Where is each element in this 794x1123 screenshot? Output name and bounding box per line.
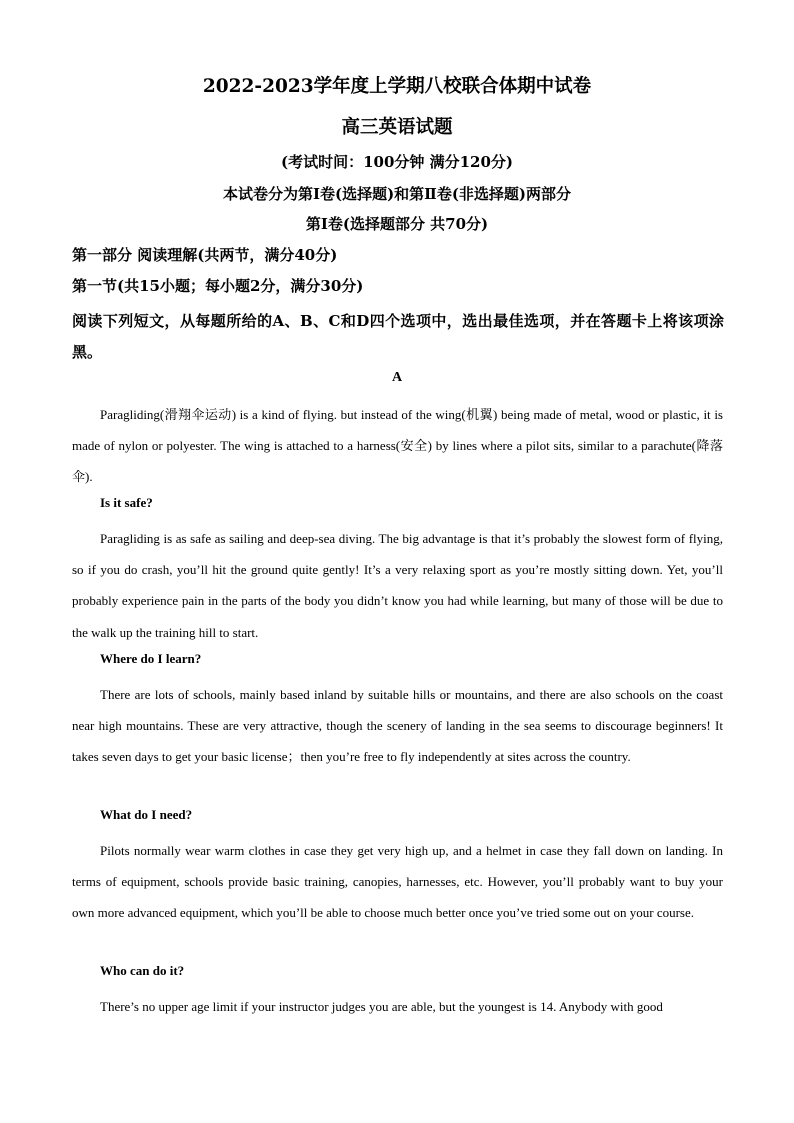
exam-time-info: (考试时间：100分钟 满分120分): [280, 153, 514, 171]
volume-one-heading: 第Ⅰ卷(选择题部分 共70分): [305, 215, 489, 233]
subheading-safety: Is it safe?: [100, 495, 153, 510]
paragraph-learning: There are lots of schools, mainly based inland by suitable hills or mountains, and there are also schools on the coast near high mountains. These are very attractive, though the scenery of landing in the sea seems to discourage beginners! It takes seven days to get your basic license；then you’re free to fly independently at sites across the country.: [72, 687, 723, 765]
subheading-equipment: What do I need?: [100, 807, 193, 822]
reading-instructions: 阅读下列短文，从每题所给的A、B、C和D四个选项中，选出最佳选项，并在答题卡上将该项涂黑。: [72, 312, 724, 361]
paragraph-equipment: Pilots normally wear warm clothes in case they get very high up, and a helmet in case they fall down on landing. In terms of equipment, schools provide basic training, canopies, harnesses, etc. However, you’ll probably want to buy your own more advanced equipment, which you’ll be able to choose much better once you’ve tried some out on your course.: [72, 843, 723, 921]
part-one-heading: 第一部分 阅读理解(共两节，满分40分): [72, 246, 338, 264]
paragraph-safety: Paragliding is as safe as sailing and deep-sea diving. The big advantage is that it’s probably the slowest form of flying, so if you do crash, you’ll hit the ground quite gently! It’s a very relaxing sport as you’re mostly sitting down. Yet, you’ll probably experience pain in the parts of the body you didn’t know you had while learning, but many of those will be due to the walk up the training hill to start.: [72, 531, 723, 640]
subheading-eligibility: Who can do it?: [100, 963, 185, 978]
exam-structure: 本试卷分为第Ⅰ卷(选择题)和第Ⅱ卷(非选择题)两部分: [222, 185, 572, 203]
passage-label: A: [391, 370, 403, 385]
exam-subject: 高三英语试题: [341, 117, 453, 138]
paragraph-eligibility: There’s no upper age limit if your instructor judges you are able, but the youngest is 14. Anybody with good: [100, 999, 663, 1014]
passage-intro: Paragliding(滑翔伞运动) is a kind of flying. but instead of the wing(机翼) being made of metal, wood or plastic, it is made of nylon or polyester. The wing is attached to a harness(安全) by lines where a pilot sits, similar to a parachute(降落伞).: [72, 407, 723, 485]
subheading-learning: Where do I learn?: [100, 651, 202, 666]
section-one-heading: 第一节(共15小题；每小题2分，满分30分): [72, 277, 364, 295]
exam-title: 2022-2023学年度上学期八校联合体期中试卷: [202, 76, 592, 97]
